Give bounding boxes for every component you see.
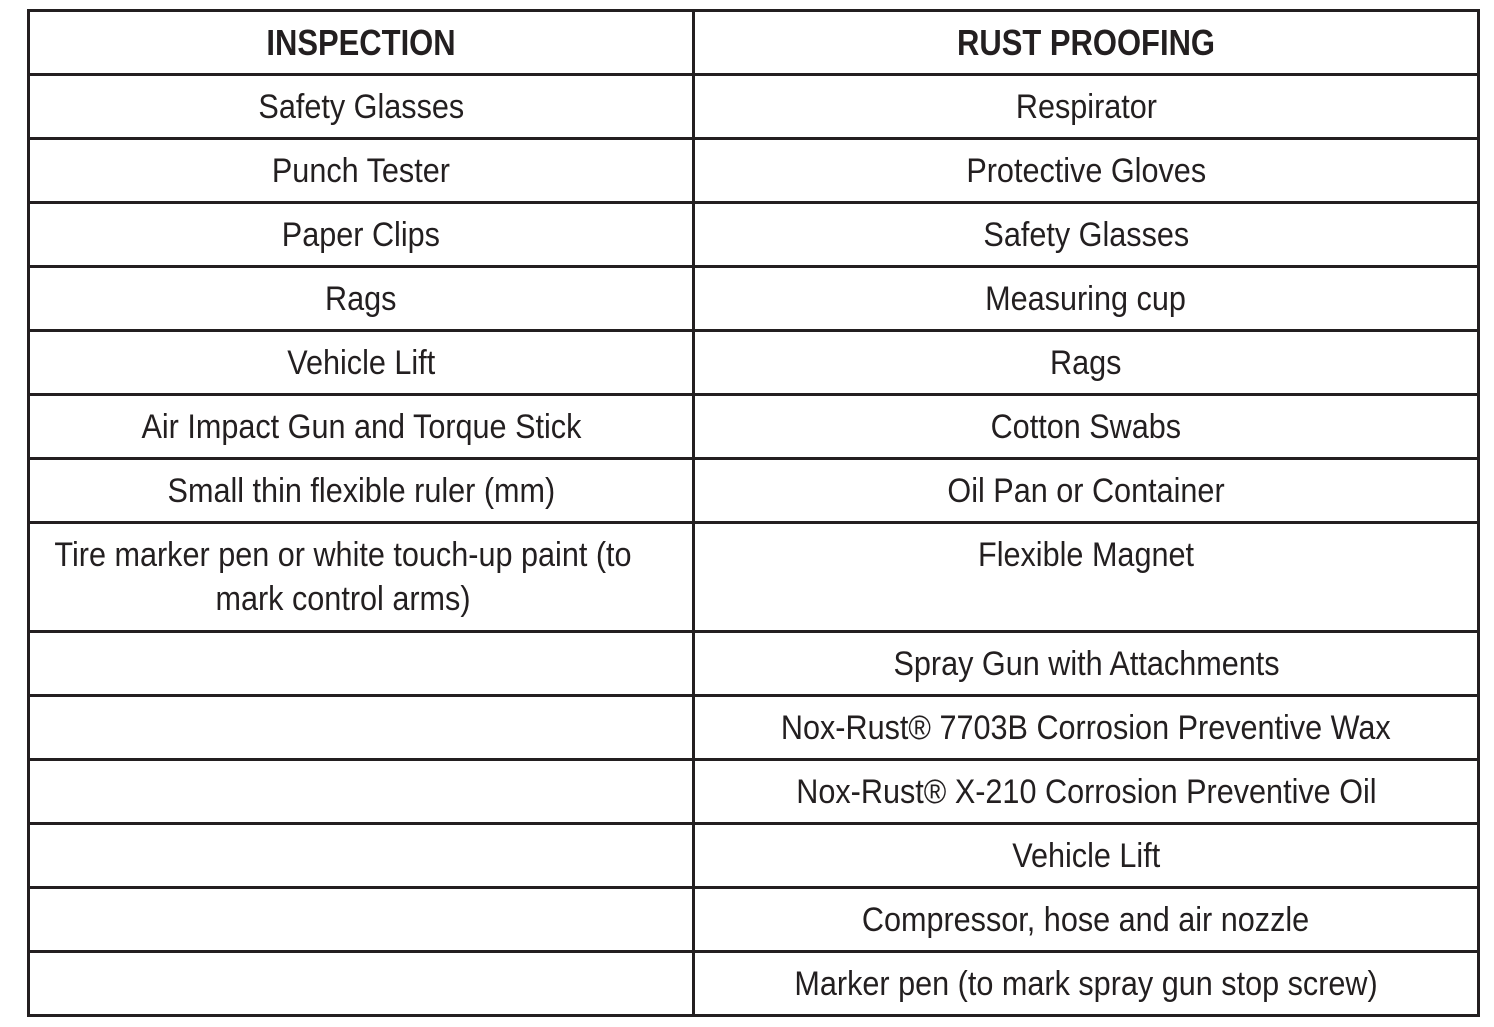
- rust-proofing-cell: Cotton Swabs: [694, 395, 1479, 459]
- table-row: [29, 952, 1479, 1016]
- inspection-cell: Small thin flexible ruler (mm): [29, 459, 694, 523]
- inspection-cell: Safety Glasses: [29, 75, 694, 139]
- table-row: [29, 824, 1479, 888]
- table-row: [29, 459, 1479, 523]
- rust-proofing-cell: Oil Pan or Container: [694, 459, 1479, 523]
- table-row: [29, 203, 1479, 267]
- inspection-cell: Vehicle Lift: [29, 331, 694, 395]
- inspection-cell: Rags: [29, 267, 694, 331]
- inspection-cell-empty: [29, 696, 694, 760]
- inspection-cell: Air Impact Gun and Torque Stick: [29, 395, 694, 459]
- table-row: [29, 395, 1479, 459]
- table-row: [29, 523, 1479, 632]
- rust-proofing-cell: Spray Gun with Attachments: [694, 632, 1479, 696]
- table-row: [29, 139, 1479, 203]
- table-row: [29, 696, 1479, 760]
- rust-proofing-cell: Vehicle Lift: [694, 824, 1479, 888]
- inspection-cell-empty: [29, 632, 694, 696]
- inspection-cell-empty: [29, 760, 694, 824]
- table-row: [29, 75, 1479, 139]
- table-row: [29, 888, 1479, 952]
- inspection-cell-empty: [29, 824, 694, 888]
- table-row: [29, 267, 1479, 331]
- inspection-cell: Paper Clips: [29, 203, 694, 267]
- rust-proofing-cell: Compressor, hose and air nozzle: [694, 888, 1479, 952]
- table-row: [29, 331, 1479, 395]
- rust-proofing-cell: Respirator: [694, 75, 1479, 139]
- rust-proofing-cell: Marker pen (to mark spray gun stop screw): [694, 952, 1479, 1016]
- rust-proofing-cell: Nox-Rust® X-210 Corrosion Preventive Oil: [694, 760, 1479, 824]
- rust-proofing-cell: Protective Gloves: [694, 139, 1479, 203]
- rust-proofing-cell: Measuring cup: [694, 267, 1479, 331]
- inspection-cell-empty: [29, 952, 694, 1016]
- inspection-cell: Punch Tester: [29, 139, 694, 203]
- inspection-cell-empty: [29, 888, 694, 952]
- rust-proofing-cell: Rags: [694, 331, 1479, 395]
- table-row: [29, 632, 1479, 696]
- rust-proofing-cell: Nox-Rust® 7703B Corrosion Preventive Wax: [694, 696, 1479, 760]
- inspection-cell: Tire marker pen or white touch-up paint (to mark control arms): [29, 523, 694, 632]
- equipment-table: [27, 9, 1480, 1017]
- header-rust-proofing: [694, 11, 1479, 75]
- header-row: [29, 11, 1479, 75]
- header-inspection: [29, 11, 694, 75]
- header-rust-proofing-label: RUST PROOFING: [956, 21, 1215, 63]
- table-row: [29, 760, 1479, 824]
- rust-proofing-cell: Flexible Magnet: [694, 523, 1479, 632]
- header-inspection-label: INSPECTION: [266, 21, 456, 63]
- rust-proofing-cell: Safety Glasses: [694, 203, 1479, 267]
